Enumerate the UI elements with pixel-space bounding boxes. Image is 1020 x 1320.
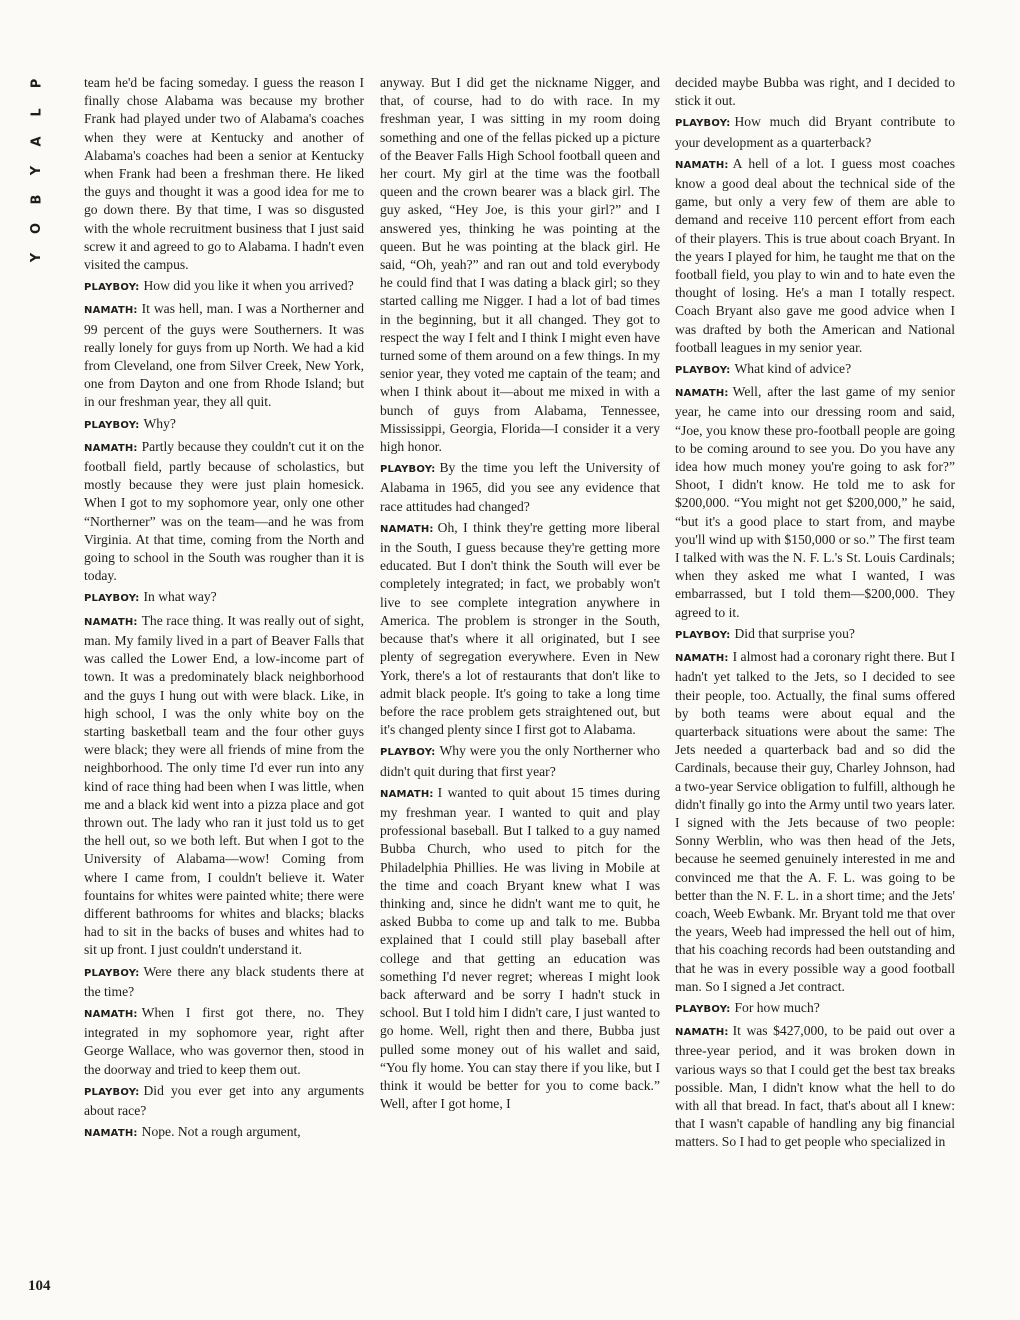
interview-paragraph xyxy=(84,277,364,297)
interview-paragraph xyxy=(84,588,364,608)
interview-paragraph xyxy=(84,1082,364,1120)
paragraph-text: Why? xyxy=(143,415,176,431)
paragraph-text: decided maybe Bubba was right, and I decided to stick it out. xyxy=(675,75,955,109)
speaker-label: PLAYBOY: xyxy=(380,464,436,476)
speaker-label: PLAYBOY: xyxy=(675,1003,731,1015)
interview-paragraph xyxy=(380,74,660,456)
magazine-side-label xyxy=(26,76,48,265)
paragraph-text: I almost had a coronary right there. But I hadn't yet talked to the Jets, so I decided to see their people, too. Actually, the final sums offered by both teams were about equal and the quarterback situations were about the same: The Jets needed a quarterback bad and so did the Cardinals, because their guy, Charley Johnson, had a two-year Service obligation to fulfill, although he didn't finally go into the Army until two years later. I signed with the Jets because of two people: Sonny Werblin, who was then head of the Jets, because he seemed genuinely interested in me and convinced me that the A. F. L. was going to be better than the N. F. L. in a short time; and the Jets' coach, Weeb Ewbank. Mr. Bryant told me that over the years, Weeb had impressed the hell out of him, that his coaching records had been outstanding and that he was in every possible way a good football man. So I signed a Jet contract. xyxy=(675,649,955,994)
paragraph-text: anyway. But I did get the nickname Nigger, and that, of course, had to do with race. In my freshman year, I was sitting in my room doing something and one of the fellas picked up a picture of the Beaver Falls High School football queen and her court. My girl at the time was the football queen and the crown bearer was a black girl. The guy asked, “Hey Joe, is this your girl?” and I answered yes, thinking he was pointing at the queen. But he was pointing at the black girl. He said, “Oh, yeah?” and ran out and told everybody he could find that I was dating a black girl; so they started calling me Nigger. I had a lot of bad times in the beginning, but it all changed. They got to respect the way I felt and I think I might even have turned some of them around on a few things. In my senior year, they voted me captain of the team; and when I think about it—about me mixed in with a bunch of guys from Alabama, Tennessee, Mississippi, Georgia, Florida—I consider it a very high honor. xyxy=(380,75,660,455)
paragraph-text: How much did Bryant contribute to your development as a quarterback? xyxy=(675,114,955,150)
speaker-label: PLAYBOY: xyxy=(84,967,140,979)
side-letter: P xyxy=(29,78,45,89)
speaker-label: NAMATH: xyxy=(380,788,434,800)
paragraph-text: What kind of advice? xyxy=(734,361,852,377)
interview-paragraph xyxy=(675,74,955,110)
paragraph-text: Oh, I think they're getting more liberal in the South, I guess because they're getting more educated. But I don't think the South will ever be completely integrated; in fact, we probably won't live to see complete integration anywhere in America. The problem is stronger in the South, because that's where it all originated, but I see plenty of segregation everywhere. Even in New York, there's a lot of restaurants that don't like to admit black people. It's going to take a long time before the race problem gets straightened out, but it's changed plenty since I first got to Alabama. xyxy=(380,519,660,738)
paragraph-text: When I first got there, no. They integrated in my sophomore year, right after George Wallace, who was governor then, stood in the doorway and tried to keep them out. xyxy=(84,1004,364,1077)
paragraph-text: The race thing. It was really out of sight, man. My family lived in a part of Beaver Falls that was called the Lower End, a low-income part of town. It was a predominately black neighborhood and the guys I hung out with were black. Like, in high school, I was the only white boy on the starting basketball team and the four other guys were black; they were all friends of mine from the neighborhood. The only time I'd ever run into any kind of race thing had been when I was little, when me and a black kid went into a pizza place and got thrown out. The lady who ran it just told us to get the hell out, so we both left. But when I got to the University of Alabama—wow! Coming from where I came from, I couldn't believe it. Water fountains for whites were painted white; there were different bathrooms for whites and blacks; blacks had to sit in the backs of buses and whites had to sit up front. I just couldn't understand it. xyxy=(84,612,364,958)
paragraph-text: In what way? xyxy=(143,589,217,605)
paragraph-text: For how much? xyxy=(734,999,820,1015)
speaker-label: PLAYBOY: xyxy=(380,747,436,759)
paragraph-text: By the time you left the University of Alabama in 1965, did you see any evidence that race attitudes had changed? xyxy=(380,460,660,514)
speaker-label: NAMATH: xyxy=(84,1008,138,1020)
paragraph-text: Did that surprise you? xyxy=(734,625,855,641)
interview-paragraph xyxy=(84,1004,364,1079)
speaker-label: PLAYBOY: xyxy=(84,419,140,431)
text-column-3 xyxy=(675,74,955,1155)
paragraph-text: Were there any black students there at the time? xyxy=(84,963,364,999)
interview-paragraph xyxy=(84,1123,364,1143)
speaker-label: PLAYBOY: xyxy=(84,593,140,605)
speaker-label: PLAYBOY: xyxy=(84,1086,140,1098)
side-letter: B xyxy=(29,194,45,205)
speaker-label: NAMATH: xyxy=(675,1027,729,1039)
paragraph-text: A hell of a lot. I guess most coaches know a good deal about the technical side of the game, but only a very few of them are able to demand and receive 110 percent effort from each of their players. This is true about coach Bryant. In the years I played for him, he taught me that on the football field, you play to win and to hate even the thought of losing. He's a man I totally respect. Coach Bryant also gave me good advice when I was drafted by both the American and National football leagues in my senior year. xyxy=(675,155,955,355)
side-letter: Y xyxy=(29,165,45,176)
interview-paragraph xyxy=(84,612,364,960)
paragraph-text: I wanted to quit about 15 times during my freshman year. I wanted to quit and play professional baseball. But I talked to a guy named Bubba Church, who used to pitch for the Philadelphia Phillies. He was living in Mobile at the time and coach Bryant knew what I was thinking and, since he didn't want me to quit, he asked Bubba to come up and talk to me. Bubba explained that I could still play baseball after college and that getting an education was something I'd never regret; whereas I might look back afterward and be sorry I hadn't stuck in school. But I told him I didn't care, I just wanted to go home. Well, right then and there, Bubba just pulled some money out of his wallet and said, “You fly home. You can stay there if you like, but I think it would be better for you to come back.” Well, after I got home, I xyxy=(380,784,660,1112)
interview-paragraph xyxy=(675,360,955,380)
speaker-label: PLAYBOY: xyxy=(675,118,731,130)
paragraph-text: How did you like it when you arrived? xyxy=(143,278,354,294)
interview-paragraph xyxy=(675,113,955,151)
side-letter: L xyxy=(29,108,45,117)
speaker-label: NAMATH: xyxy=(84,616,138,628)
paragraph-text: Well, after the last game of my senior year, he came into our dressing room and said, “Joe, you know these pro-football people are going to be coming around to see you. Do you have any idea how much money you're going to ask for?” Shoot, I didn't know. He told me to ask for $200,000. “You might not get $200,000,” he said, “but it's a good place to start from, and maybe you'll wind up with $150,000 or so.” The first team I talked with was the N. F. L.'s St. Louis Cardinals; when they asked me what I wanted, I was embarrassed, but I told them—$200,000. They agreed to it. xyxy=(675,384,955,620)
side-letter: Y xyxy=(29,252,45,263)
interview-paragraph xyxy=(675,648,955,996)
side-letter: O xyxy=(29,222,45,235)
interview-paragraph xyxy=(84,438,364,586)
speaker-label: NAMATH: xyxy=(84,1128,138,1140)
interview-paragraph xyxy=(84,300,364,411)
paragraph-text: It was $427,000, to be paid out over a three-year period, and it was broken down in various ways so that I could get the best tax breaks possible. Man, I didn't know what the hell to do with all that bread. In fact, that's about all I knew: that I wasn't capable of handling any big financial matters. So I had to get people who specialized in xyxy=(675,1023,955,1150)
speaker-label: NAMATH: xyxy=(675,388,729,400)
interview-paragraph xyxy=(675,383,955,622)
page-number: 104 xyxy=(28,1278,51,1294)
interview-paragraph xyxy=(84,74,364,274)
paragraph-text: Did you ever get into any arguments about race? xyxy=(84,1082,364,1118)
text-column-1 xyxy=(84,74,364,1146)
interview-paragraph xyxy=(675,155,955,357)
interview-paragraph xyxy=(380,784,660,1114)
speaker-label: NAMATH: xyxy=(675,653,729,665)
interview-paragraph xyxy=(84,963,364,1001)
interview-paragraph xyxy=(84,415,364,435)
paragraph-text: team he'd be facing someday. I guess the reason I finally chose Alabama was because my brother Frank had played under two of Alabama's coaches when they were at Kentucky and another of Alabama's coaches had been a senior at Kentucky when Frank had been a freshman there. He liked the guys and thought it was a good idea for me to go down there. By that time, I was so disgusted with the whole recruitment business that I just said screw it and agreed to go to Alabama. I hadn't even visited the campus. xyxy=(84,75,364,273)
interview-paragraph xyxy=(675,1022,955,1151)
speaker-label: PLAYBOY: xyxy=(675,629,731,641)
side-letter: A xyxy=(29,136,45,147)
paragraph-text: Nope. Not a rough argument, xyxy=(141,1124,301,1140)
interview-paragraph xyxy=(380,519,660,739)
speaker-label: NAMATH: xyxy=(84,442,138,454)
speaker-label: NAMATH: xyxy=(380,523,434,535)
paragraph-text: Why were you the only Northerner who didn't quit during that first year? xyxy=(380,743,660,779)
text-column-2 xyxy=(380,74,660,1116)
speaker-label: PLAYBOY: xyxy=(84,282,140,294)
speaker-label: NAMATH: xyxy=(675,159,729,171)
interview-paragraph xyxy=(675,999,955,1019)
interview-paragraph xyxy=(380,742,660,780)
paragraph-text: Partly because they couldn't cut it on the football field, partly because of scholastics, but mostly because they were just plain homesick. When I got to my sophomore year, only one other “Northerner” was on the team—and he was from Virginia. At that time, coming from the North and going to school in the South was rougher than it is today. xyxy=(84,438,364,584)
paragraph-text: It was hell, man. I was a Northerner and 99 percent of the guys were Southerners. It was really lonely for guys from up North. We had a kid from Cleveland, one from Silver Creek, New York, one from Dayton and one from Rhode Island; but in our freshman year, they all quit. xyxy=(84,301,364,410)
speaker-label: PLAYBOY: xyxy=(675,365,731,377)
interview-paragraph xyxy=(380,459,660,516)
interview-paragraph xyxy=(675,625,955,645)
speaker-label: NAMATH: xyxy=(84,305,138,317)
